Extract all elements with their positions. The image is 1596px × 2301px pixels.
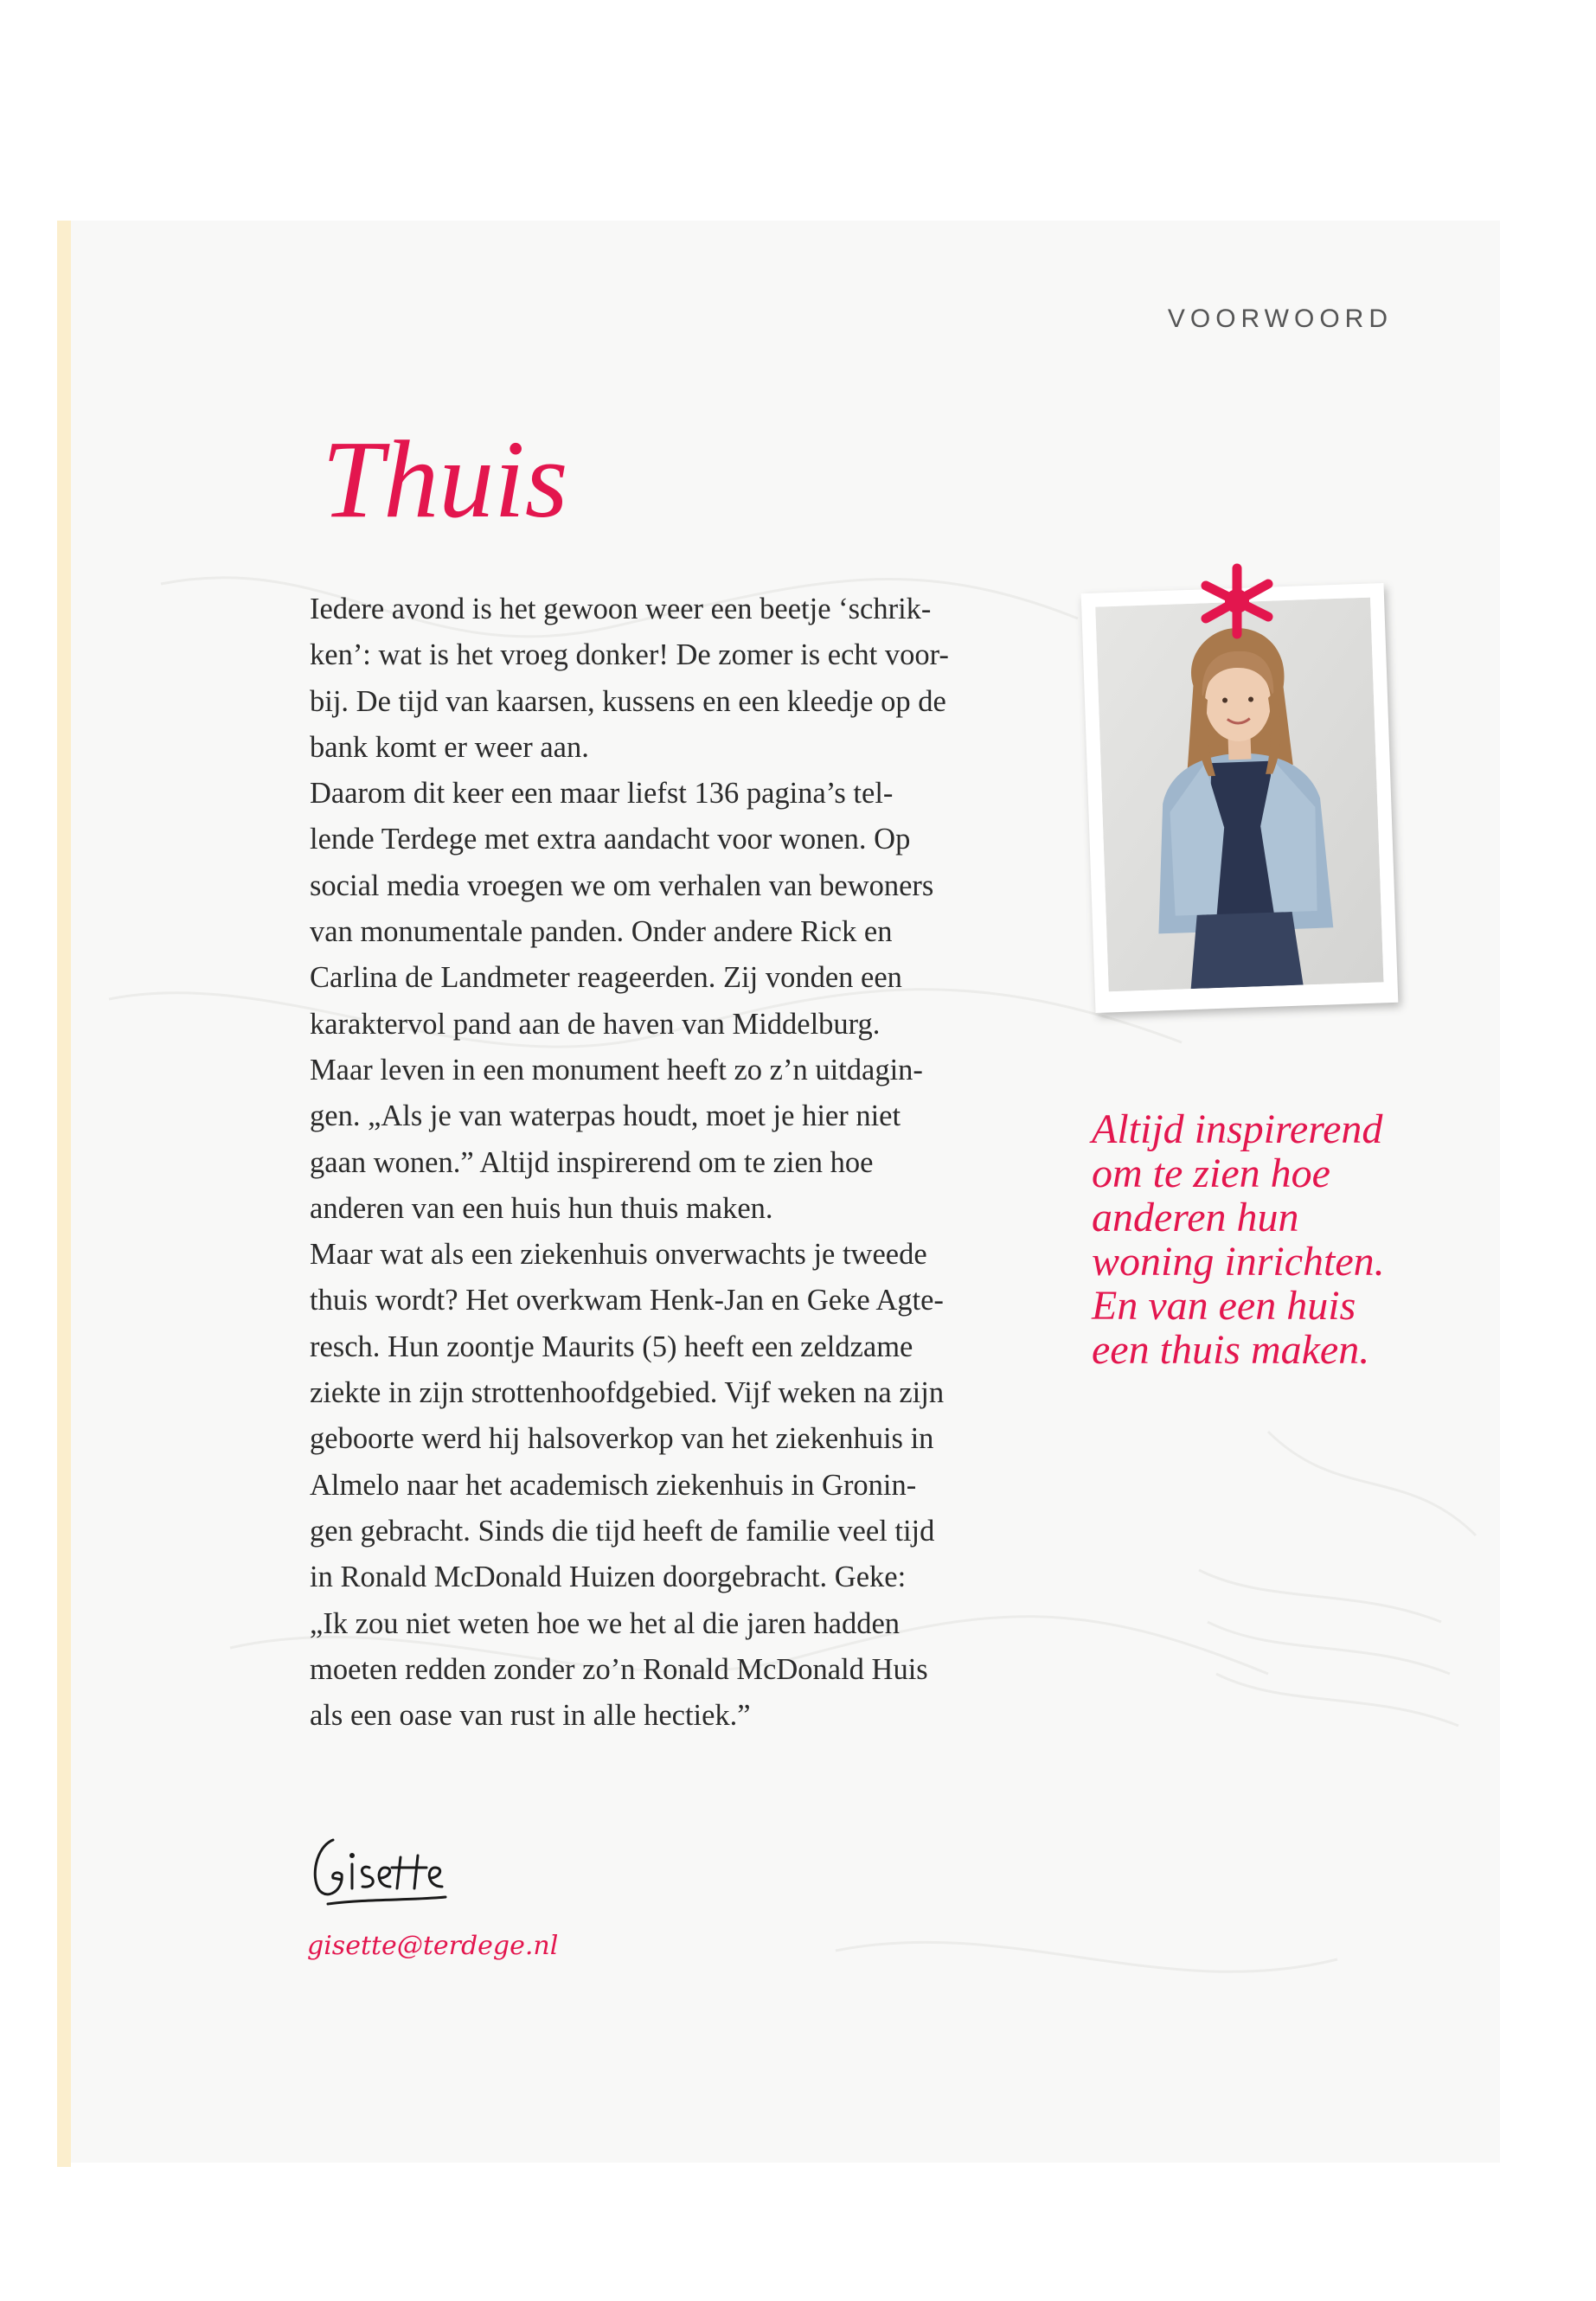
asterisk-star-icon — [1194, 558, 1280, 644]
body-line: social media vroegen we om verhalen van bewoners — [310, 868, 934, 902]
body-line: lende Terdege met extra aandacht voor wonen. Op — [310, 823, 911, 856]
pull-quote — [1092, 1107, 1490, 1372]
article-title: Thuis — [322, 418, 568, 541]
author-photo — [1095, 598, 1383, 992]
body-line: „Ik zou niet weten hoe we het al die jaren hadden — [310, 1606, 901, 1640]
body-line: gen gebracht. Sinds die tijd heeft de familie veel tijd — [310, 1514, 935, 1548]
pull-quote-line: om te zien hoe — [1092, 1150, 1330, 1196]
body-line: Daarom dit keer een maar liefst 136 pagina’s tel- — [310, 777, 894, 811]
body-line: gen. „Als je van waterpas houdt, moet je hier niet — [310, 1099, 901, 1133]
body-line: bank komt er weer aan. — [310, 730, 589, 764]
body-line: Maar wat als een ziekenhuis onverwachts je tweede — [310, 1238, 927, 1272]
pull-quote-line: een thuis maken. — [1092, 1327, 1370, 1373]
body-line: Carlina de Landmeter reageerden. Zij vonden een — [310, 961, 902, 995]
pull-quote-line: woning inrichten. — [1092, 1239, 1385, 1285]
body-line: Iedere avond is het gewoon weer een beetje ‘schrik- — [310, 593, 932, 625]
body-line: resch. Hun zoontje Maurits (5) heeft een zeldzame — [310, 1330, 913, 1363]
author-photo-card — [1081, 583, 1399, 1013]
body-line: als een oase van rust in alle hectiek.” — [310, 1699, 751, 1733]
body-line: karaktervol pand aan de haven van Middelburg. — [310, 1007, 881, 1041]
body-line: in Ronald McDonald Huizen doorgebracht. Geke: — [310, 1561, 907, 1594]
body-line: anderen van een huis hun thuis maken. — [310, 1191, 773, 1225]
body-line: Almelo naar het academisch ziekenhuis in Gronin- — [310, 1468, 917, 1502]
body-line: ken’: wat is het vroeg donker! De zomer is echt voor- — [310, 638, 949, 672]
handwritten-signature — [307, 1830, 454, 1912]
body-line: van monumentale panden. Onder andere Rick en — [310, 915, 893, 949]
article-body — [310, 586, 984, 1739]
pull-quote-line: anderen hun — [1092, 1195, 1299, 1240]
pull-quote-line: Altijd inspirerend — [1092, 1106, 1383, 1152]
body-line: thuis wordt? Het overkwam Henk-Jan en Geke Agte- — [310, 1284, 944, 1317]
section-label: VOORWOORD — [1167, 304, 1393, 333]
body-line: bij. De tijd van kaarsen, kussens en een kleedje op de — [310, 684, 946, 718]
page-spine-strip — [57, 221, 71, 2167]
pull-quote-line: En van een huis — [1092, 1283, 1356, 1329]
body-line: moeten redden zonder zo’n Ronald McDonald Huis — [310, 1652, 928, 1686]
author-email[interactable]: gisette@terdege.nl — [307, 1931, 559, 1961]
body-line: geboorte werd hij halsoverkop van het ziekenhuis in — [310, 1422, 934, 1456]
body-line: ziekte in zijn strottenhoofdgebied. Vijf weken na zijn — [310, 1376, 945, 1410]
body-line: Maar leven in een monument heeft zo z’n uitdagin- — [310, 1053, 923, 1086]
body-line: gaan wonen.” Altijd inspirerend om te zien hoe — [310, 1145, 874, 1179]
